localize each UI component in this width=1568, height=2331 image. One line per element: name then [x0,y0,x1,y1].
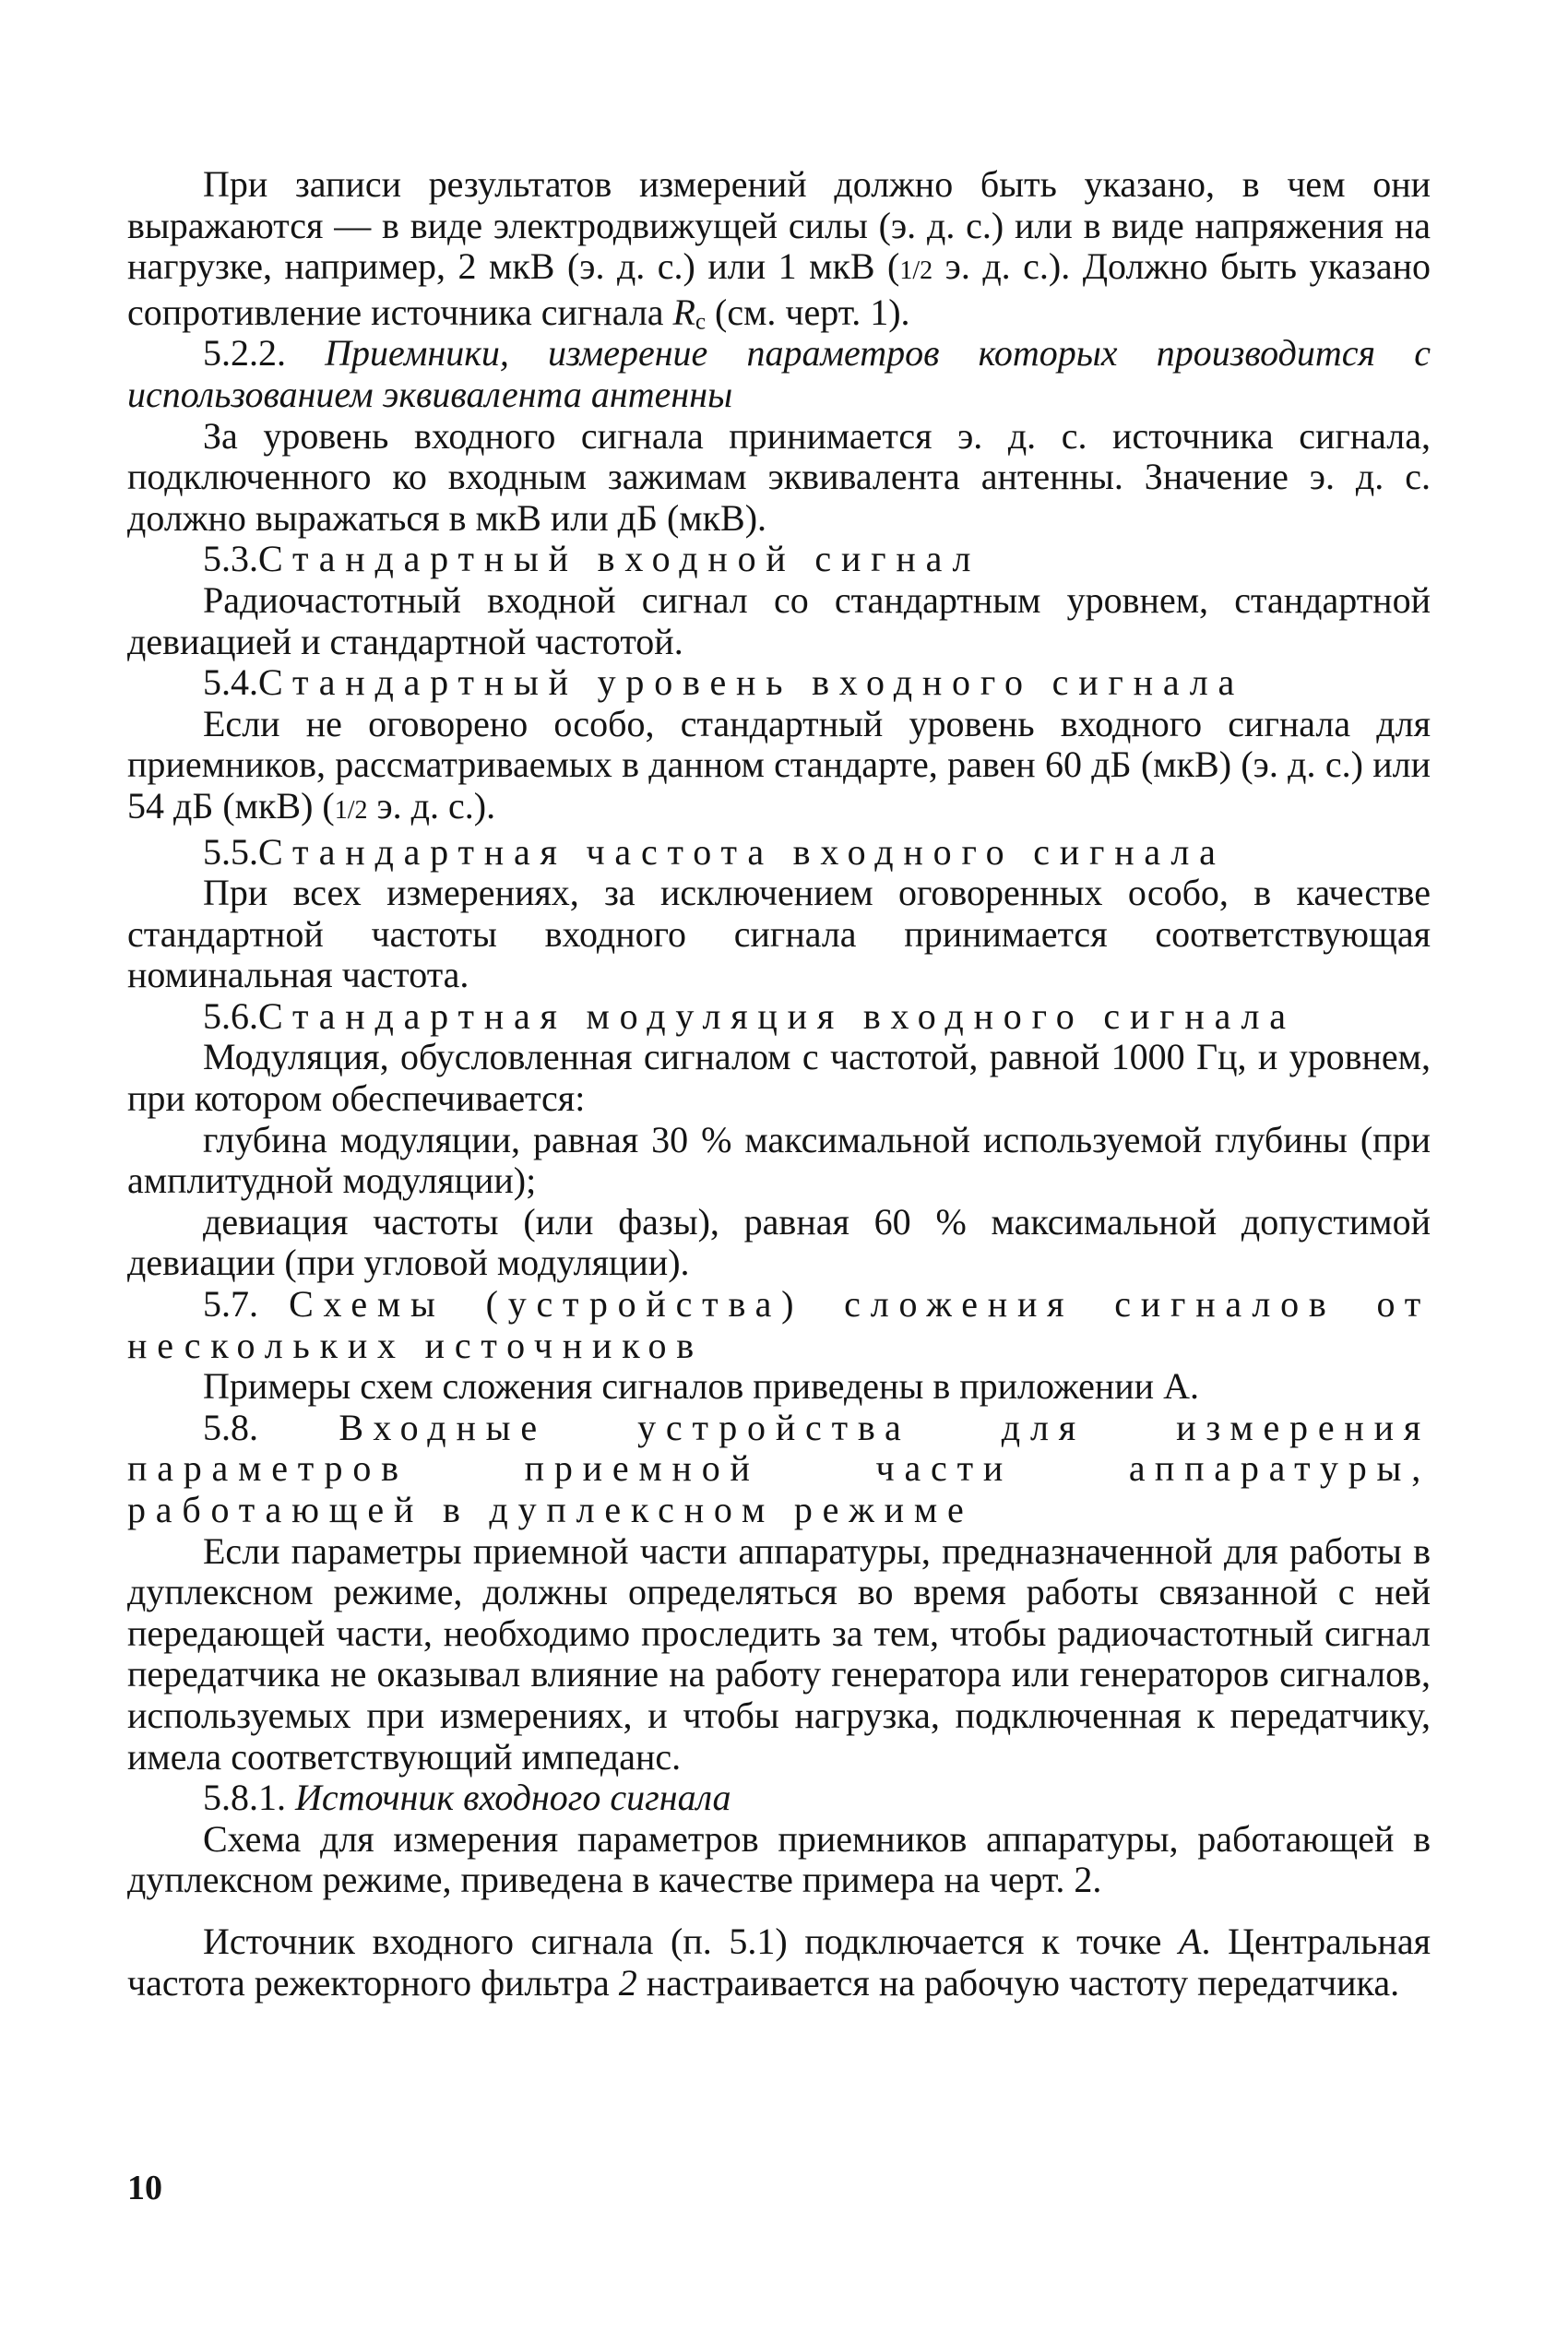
section-number: 5.3. [203,538,258,580]
section-number: 5.7. [203,1283,258,1326]
filter-number: 2 [618,1961,637,2004]
section-number: 5.6. [203,994,258,1037]
section-number: 5.5. [203,830,258,873]
section-title: Стандартный входной сигнал [258,538,981,580]
section-title: Стандартная частота входного сигнала [258,830,1226,873]
section-number: 5.4. [203,661,258,704]
paragraph-modulation-depth: глубина модуляции, равная 30 % максимальной используемой глубины (при амплитудной модуляции); [127,1118,1431,1202]
page-number: 10 [127,2169,162,2207]
heading-5-6 [127,996,1431,1038]
paragraph-duplex: Если параметры приемной части аппаратуры, предназначенной для работы в дуплексном режиме, должны определяться во время работы связанной с ней передающей части, необходимо проследить за тем, чтобы радиочастотный сигнал передатчика не оказывал влияние на работу генератора или генераторов сигналов, используемых при измерениях, и чтобы нагрузка, подключенная к передатчику, имела соответствующий импеданс. [127,1529,1431,1778]
text-run: При записи результатов измерений должно быть указано, в чем они выражаются — в виде электродвижущей силы (э. д. с.) или в виде напряжения на нагрузке, например, 2 мкВ (э. д. с.) или 1 мкВ ( [127,163,1431,288]
paragraph-standard-signal: Радиочастотный входной сигнал со стандартным уровнем, стандартной девиацией и стандартной частотой. [127,578,1431,662]
section-title: Входные устройства для измерения параметров приемной части аппаратуры, работающей в дуплексном режиме [127,1406,1431,1530]
paragraph-modulation: Модуляция, обусловленная сигналом с частотой, равной 1000 Гц, и уровнем, при котором обеспечивается: [127,1036,1431,1120]
heading-5-7 [127,1284,1431,1366]
section-number: 5.2.2. [203,332,286,375]
variable-r: R [672,291,695,333]
paragraph-signal-connection [127,1921,1431,2004]
paragraph-duplex-scheme: Схема для измерения параметров приемников аппаратуры, работающей в дуплексном режиме, приведена в качестве примера на черт. 2. [127,1817,1431,1901]
heading-5-8-1 [127,1778,1431,1819]
body-text [127,164,1431,2004]
heading-5-3 [127,539,1431,580]
text-run: э. д. с.). Должно быть указано сопротивление источника сигнала [127,245,1431,333]
paragraph-standard-level [127,704,1431,832]
paragraph-combining-examples: Примеры схем сложения сигналов приведены в приложении А. [203,1365,1199,1408]
text-run: Если не оговорено особо, стандартный уровень входного сигнала для приемников, рассматриваемых в данном стандарте, равен 60 дБ (мкВ) (э. д. с.) или 54 дБ (мкВ) ( [127,702,1431,827]
text-run: Источник входного сигнала (п. 5.1) подключается к точке [203,1920,1180,1962]
text-run: . Центральная частота режекторного фильтра [127,1920,1431,2004]
heading-5-2-2 [127,333,1431,415]
section-number: 5.8. [203,1406,258,1448]
text-run: э. д. с.). [367,784,496,827]
text-run: (см. черт. 1). [706,291,910,333]
section-title: Стандартная модуляция входного сигнала [258,994,1296,1037]
heading-5-4 [127,662,1431,704]
text-run: настраивается на рабочую частоту передатчика. [636,1961,1400,2004]
section-title: Схемы (устройства) сложения сигналов от нескольких источников [127,1283,1431,1366]
paragraph-frequency-deviation: девиация частоты (или фазы), равная 60 % максимальной допустимой девиации (при угловой модуляции). [127,1200,1431,1284]
section-title: Приемники, измерение параметров которых производится с использованием эквивалента антенны [127,332,1431,415]
point-a: А [1179,1920,1202,1962]
heading-5-5 [127,832,1431,874]
fraction-half: 1/2 [334,795,368,825]
subscript-c: c [695,309,706,335]
section-title: Источник входного сигнала [295,1777,731,1819]
section-number: 5.8.1. [203,1777,286,1819]
paragraph-standard-frequency: При всех измерениях, за исключением оговоренных особо, в качестве стандартной частоты входного сигнала принимается соответствующая номинальная частота. [127,872,1431,996]
heading-5-8 [127,1408,1431,1531]
paragraph-result-recording [127,164,1431,333]
section-title: Стандартный уровень входного сигнала [258,661,1245,704]
fraction-half: 1/2 [899,256,933,286]
paragraph-input-level: За уровень входного сигнала принимается э. д. с. источника сигнала, подключенного ко входным зажимам эквивалента антенны. Значение э. д. с. должно выражаться в мкВ или дБ (мкВ). [127,414,1431,539]
